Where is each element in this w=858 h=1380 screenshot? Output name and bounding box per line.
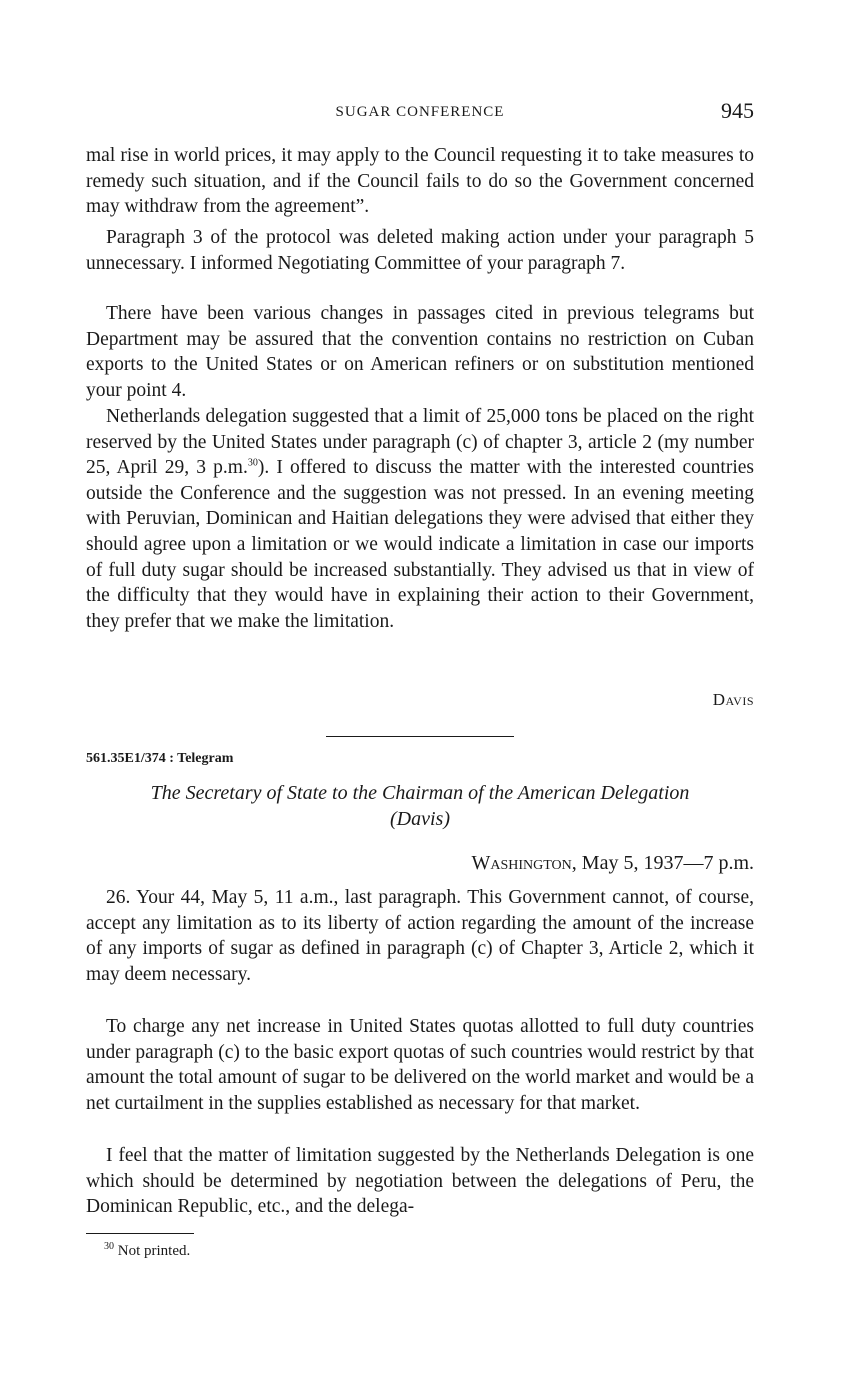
file-reference: 561.35E1/374 : Telegram (86, 751, 234, 766)
heading-line-2: (Davis) (390, 808, 450, 830)
paragraph-continuation: mal rise in world prices, it may apply to the Council requesting it to take measures to remedy such situation, and if the Council fails to do so the Government concerned may withdraw from the agreement”. (86, 145, 754, 218)
footnote-reference: 30 (247, 457, 258, 469)
page-number: 945 (721, 98, 754, 123)
telegram-paragraph-3: I feel that the matter of limitation suggested by the Netherlands Delegation is one which should be determined by negotiation between the delegations of Peru, the Dominican Republic, etc., and the delega- (86, 1145, 754, 1218)
dateline-date: , May 5, 1937—7 p.m. (571, 852, 754, 874)
document-heading (86, 780, 754, 832)
footnote-divider (86, 1233, 194, 1234)
dateline (471, 852, 754, 875)
running-header (86, 98, 754, 128)
dateline-place: Washington (471, 852, 572, 874)
telegram-paragraph-1: 26. Your 44, May 5, 11 a.m., last paragraph. This Government cannot, of course, accept any limitation as to its liberty of action regarding the amount of the increase of any imports of sugar as defined in paragraph (c) of Chapter 3, Article 2, which it may deem necessary. (86, 887, 754, 985)
footnote-text: Not printed. (114, 1243, 191, 1259)
paragraph-changes: There have been various changes in passages cited in previous telegrams but Department may be assured that the convention contains no restriction on Cuban exports to the United States or on American refiners or on substitution mentioned your point 4. (86, 303, 754, 401)
telegram-paragraph-2: To charge any net increase in United States quotas allotted to full duty countries under paragraph (c) to the basic export quotas of such countries would restrict by that amount the total amount of sugar to be delivered on the world market and would be a net curtailment in the supplies established as necessary for that market. (86, 1016, 754, 1114)
section-divider (326, 736, 514, 737)
running-title: SUGAR CONFERENCE (335, 104, 505, 120)
footnote-number: 30 (104, 1241, 114, 1252)
paragraph-netherlands (86, 404, 754, 634)
signature: Davis (712, 690, 754, 709)
footnote (104, 1243, 190, 1260)
heading-line-1: The Secretary of State to the Chairman of the American Delegation (150, 782, 690, 804)
paragraph-netherlands-part2: ). I offered to discuss the matter with the interested countries outside the Conference and the suggestion was not pressed. In an evening meeting with Peruvian, Dominican and Haitian delegations they were advised that either they should agree upon a limitation or we would indicate a limitation in case our imports of full duty sugar should be increased substantially. They advised us that in view of the difficulty that they would have in explaining their action to their Government, they prefer that we make the limitation. (86, 457, 754, 632)
paragraph-protocol: Paragraph 3 of the protocol was deleted making action under your paragraph 5 unnecessary. I informed Negotiating Committee of your paragraph 7. (86, 227, 754, 274)
paragraph-netherlands-part1: Netherlands delegation suggested that a limit of 25,000 tons be placed on the right reserved by the United States under paragraph (c) of chapter 3, article 2 (my number 25, April 29, 3 p.m. (86, 406, 754, 479)
